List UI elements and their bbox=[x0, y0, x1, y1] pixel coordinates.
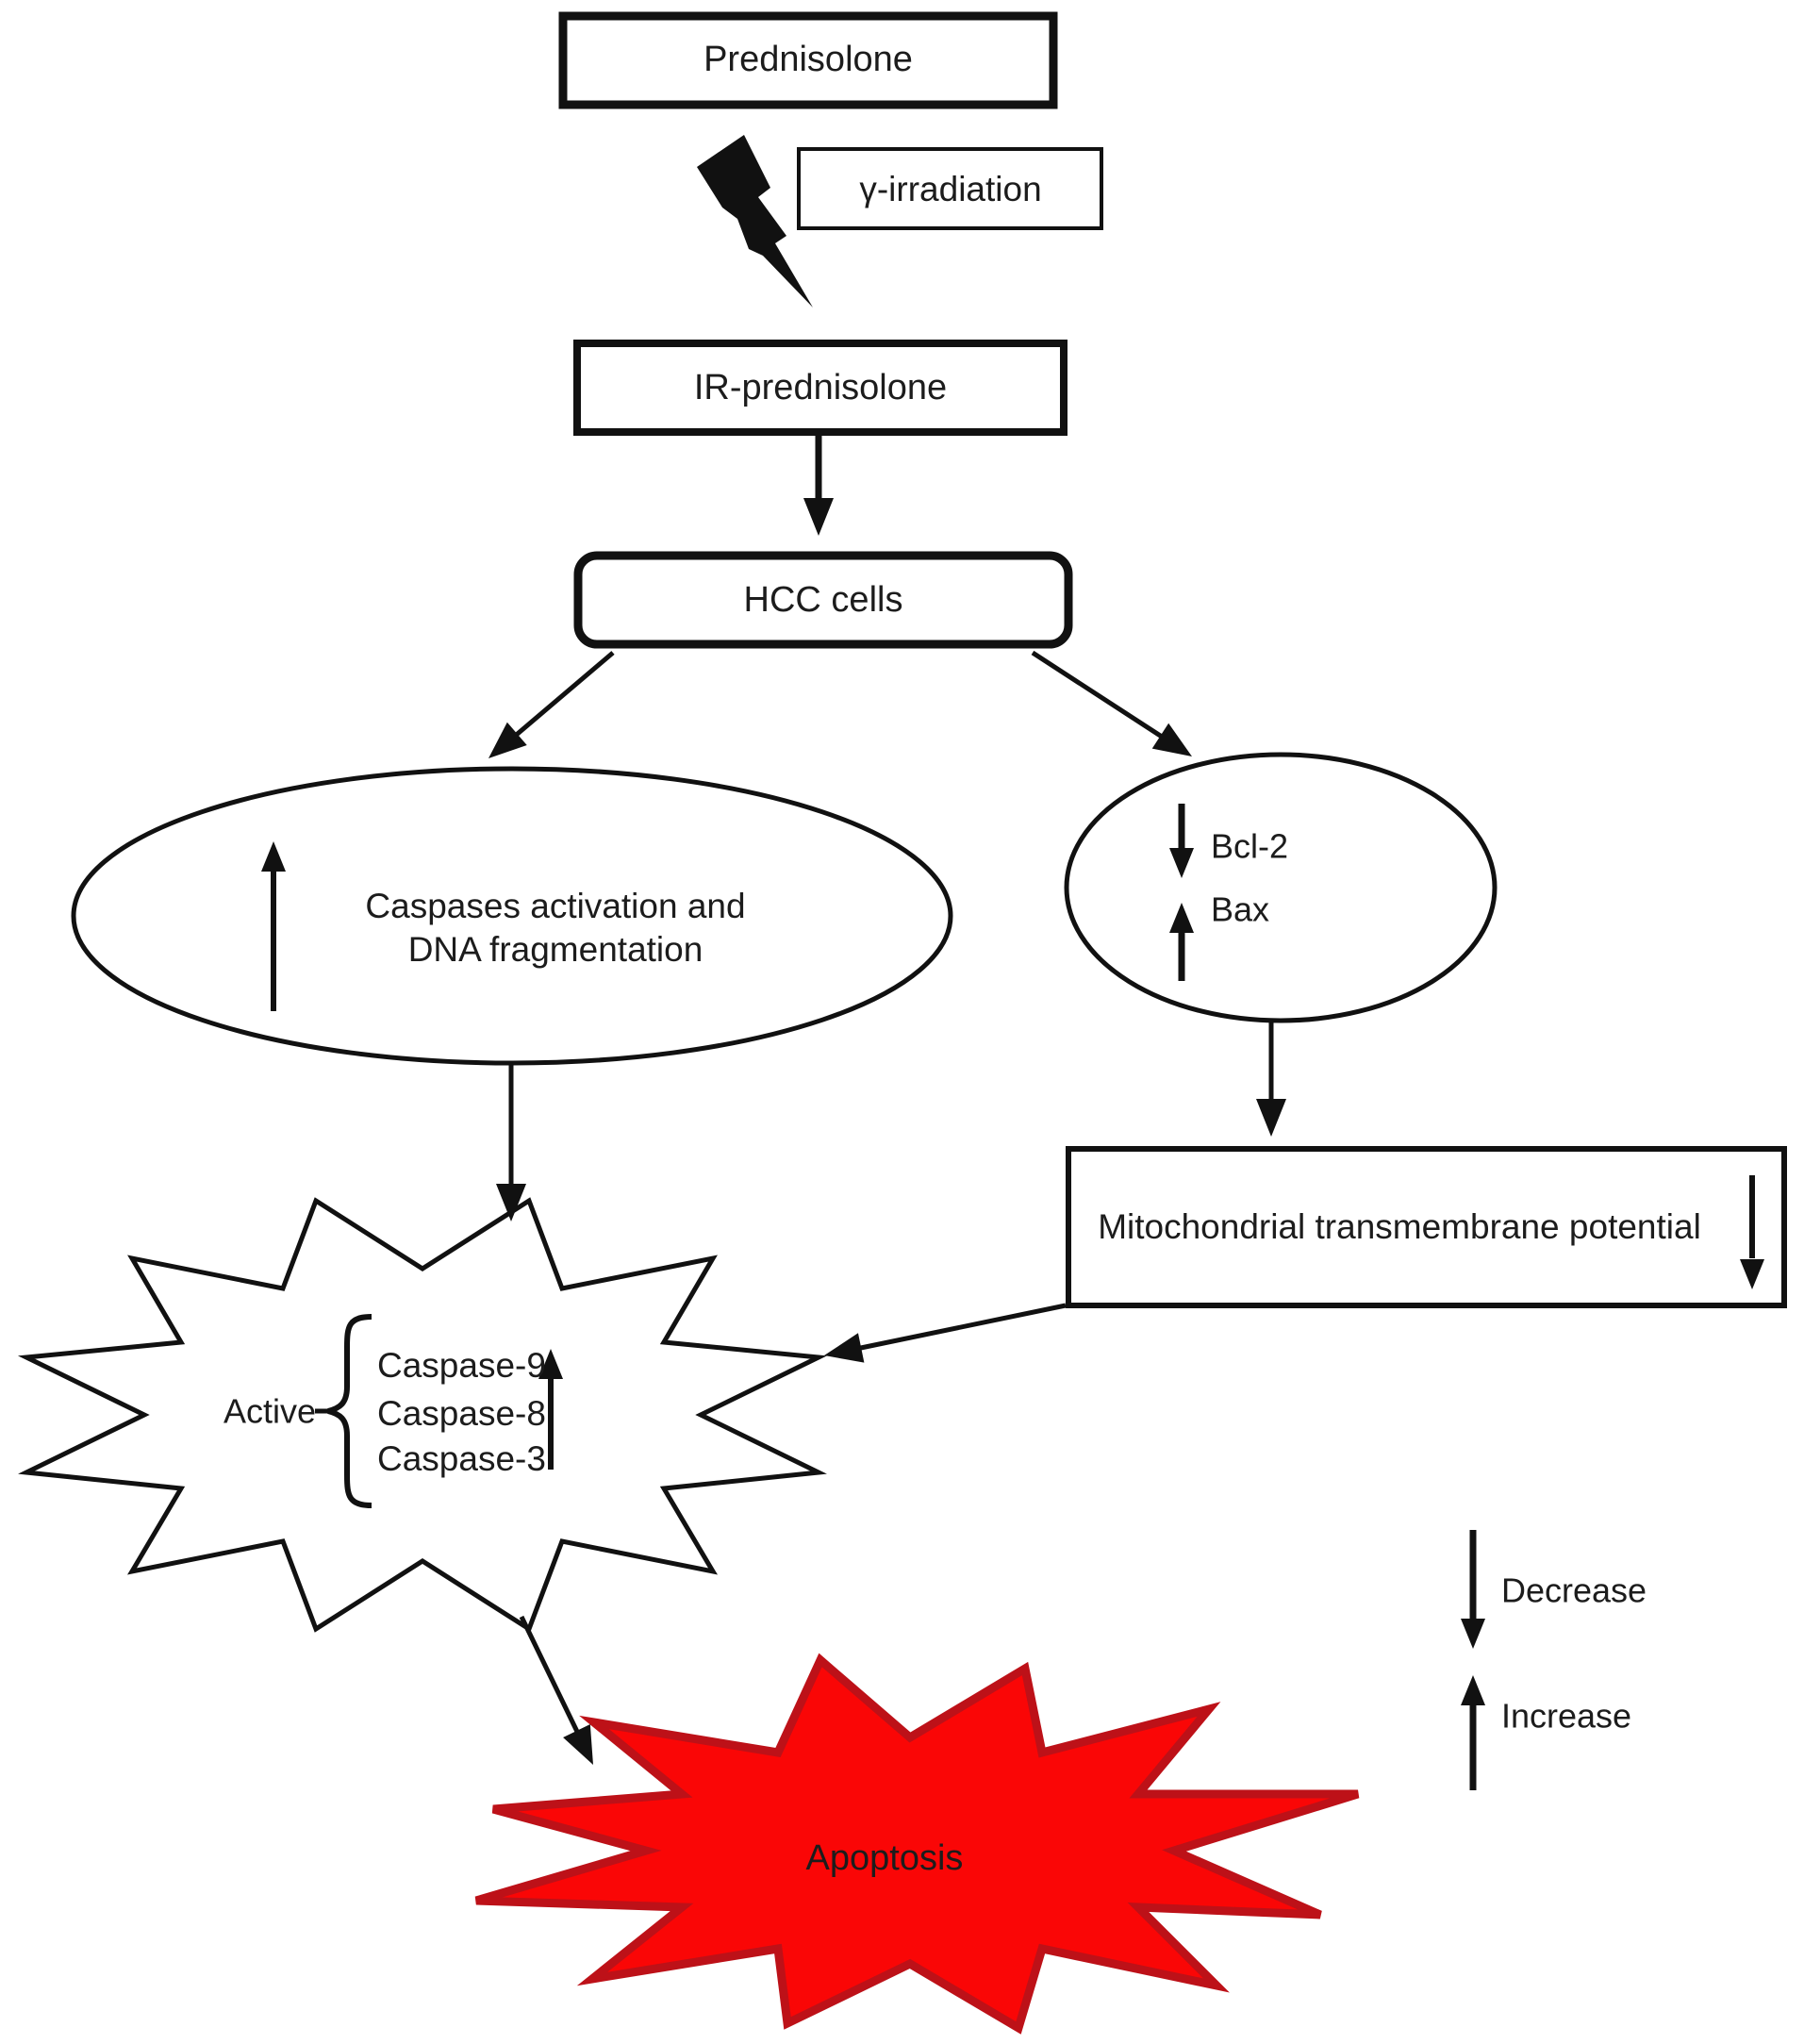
arrow-bcl2-to-mito bbox=[1256, 1022, 1286, 1137]
legend-increase-arrow bbox=[1461, 1675, 1485, 1790]
legend-decrease-arrow bbox=[1461, 1530, 1485, 1649]
arrow-hcc-to-bcl2-ellipse bbox=[1033, 653, 1200, 769]
caspases-ellipse-line2: DNA fragmentation bbox=[407, 930, 703, 969]
caspases-ellipse-line1: Caspases activation and bbox=[365, 887, 746, 925]
arrow-starburst-to-apoptosis bbox=[521, 1617, 606, 1771]
gamma-irradiation-label: γ-irradiation bbox=[859, 169, 1042, 208]
bcl2-bax-ellipse bbox=[1067, 755, 1495, 1021]
arrow-caspases-to-starburst bbox=[496, 1064, 526, 1221]
arrow-ir-to-hcc bbox=[803, 436, 834, 536]
lightning-bolt-icon bbox=[697, 135, 813, 307]
bax-label: Bax bbox=[1211, 889, 1270, 929]
apoptosis-label: Apoptosis bbox=[805, 1838, 964, 1879]
arrow-mito-to-starburst bbox=[821, 1305, 1066, 1371]
ir-prednisolone-label: IR-prednisolone bbox=[693, 368, 948, 408]
caspase-3-label: Caspase-3 bbox=[377, 1438, 546, 1478]
active-label: Active bbox=[223, 1391, 317, 1431]
legend-increase-label: Increase bbox=[1501, 1696, 1632, 1736]
bcl2-label: Bcl-2 bbox=[1211, 826, 1289, 866]
mito-potential-label: Mitochondrial transmembrane potential bbox=[1098, 1206, 1701, 1246]
arrow-hcc-to-caspases-ellipse bbox=[479, 653, 613, 770]
prednisolone-label: Prednisolone bbox=[703, 40, 913, 80]
hcc-cells-label: HCC cells bbox=[743, 580, 903, 621]
caspase-8-label: Caspase-8 bbox=[377, 1393, 546, 1433]
caspase-9-label: Caspase-9 bbox=[377, 1345, 546, 1385]
legend-decrease-label: Decrease bbox=[1501, 1570, 1647, 1610]
caspases-ellipse-label bbox=[365, 885, 745, 972]
